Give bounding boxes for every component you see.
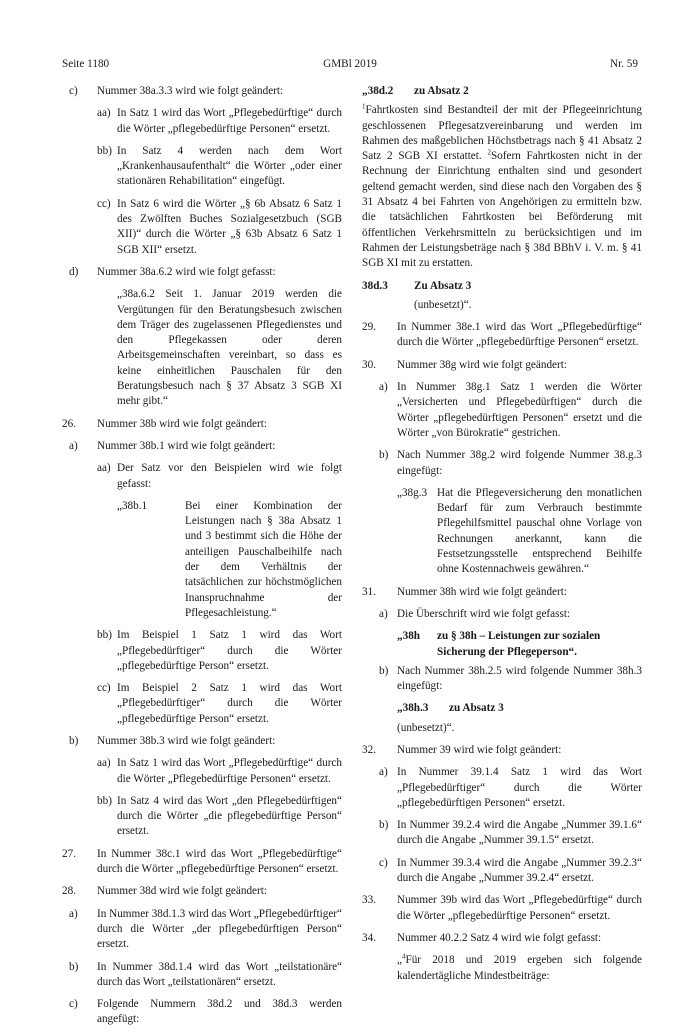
item-label: b) [69,960,79,973]
quote-text: Hat die Pflegeversicherung den monatlichen Bedarf für zum Verbrauch bestimmte Pflegehilfsmittel pauschal ohne Vorlage von Rechnungen anerkannt, kann die Festsetzungsstelle entsprechend Beihilfe ohne Kostennachweis gewähren.“ [437,486,642,576]
item-text: In Nummer 38c.1 wird das Wort „Pflegebedürftige“ durch die Wörter „pflegebedürftige Personen“ ersetzt. [97,847,342,876]
item-30b [362,448,642,479]
item-26a-cc [62,681,342,727]
item-label: 34. [362,931,376,944]
quote-38b-1 [117,499,342,621]
item-text: Die Überschrift wird wie folgt gefasst: [397,607,571,620]
sentence-text: Fahrtkosten sind Bestandteil der mit der Pflegeeinrichtung geschlossenen Pflegesatzvereinbarung und werden im Rahmen des maßgeblichen Höchstbetrags nach § 41 Absatz 2 Satz 2 SGB XI erstattet. [362,104,642,163]
quote-38a-6-2: „38a.6.2 Seit 1. Januar 2019 werden die Vergütungen für den Beratungsbesuch zwischen dem Träger des zugelassenen Pflegedienstes und den Pflegekassen oder deren Arbeitsgemeinschaften vereinbart, so dass es keine einheitlichen Pauschalen für den Beratungsbesuch nach § 37 Absatz 3 SGB XI mehr gibt.“ [117,288,342,408]
item-text: In Nummer 39.1.4 Satz 1 wird das Wort „Pflegebedürftiger“ durch die Wörter „pflegebedürftigen Personen“ ersetzt. [397,766,642,809]
item-label: b) [379,819,389,832]
item-28c [62,997,342,1028]
sentence-number: 1 [362,102,366,111]
item-28a [62,907,342,953]
item-text: In Nummer 38d.1.4 wird das Wort „teilstationäre“ durch das Wort „teilstationären“ ersetzt. [97,960,342,988]
item-text: In Satz 6 wird die Wörter „§ 6b Absatz 6 Satz 1 des Zwölften Buches Sozialgesetzbuch (SGB XII)“ durch die Wörter „§ 63b Absatz 6 Satz 1 SGB XII“ ersetzt. [117,197,342,256]
item-label: bb) [97,794,112,807]
item-label: cc) [97,682,111,695]
left-column [62,84,342,1035]
item-label: a) [69,907,78,920]
item-label: bb) [97,629,112,642]
item-text: In Nummer 38e.1 wird das Wort „Pflegebedürftige“ durch die Wörter „pflegebedürftige Personen“ ersetzt. [397,321,642,349]
item-label: 31. [362,585,376,598]
item-label: 28. [62,885,76,898]
item-label: 30. [362,358,376,371]
item-text: Nummer 38b.1 wird wie folgt geändert: [97,439,276,452]
item-text: In Nummer 38d.1.3 wird das Wort „Pflegebedürftiger“ durch die Wörter „der pflegebedürftigen Person“ ersetzt. [97,907,342,951]
item-d [62,265,342,280]
section-number: „38h [397,630,421,643]
issue-number: Nr. 59 [610,58,638,70]
item-label: aa) [97,107,111,120]
item-label: 33. [362,894,376,907]
paragraph-38h-3: (unbesetzt)“. [397,721,455,734]
item-text: Nummer 38a.3.3 wird wie folgt geändert: [97,85,284,97]
item-label: a) [379,607,388,620]
item-30a [362,380,642,441]
item-text: Der Satz vor den Beispielen wird wie folgt gefasst: [117,462,342,490]
item-32 [362,743,642,758]
item-text: Nummer 38b.3 wird wie folgt geändert: [97,734,276,747]
item-label: d) [69,265,79,278]
item-label: a) [379,766,388,779]
item-26b-aa [62,756,342,787]
item-26b-bb [62,794,342,840]
item-text: In Satz 4 wird das Wort „den Pflegebedürftigen“ durch die Wörter „die pflegebedürftige Person“ ersetzt. [117,794,342,838]
section-heading-38d-3 [362,279,642,294]
item-text: Nummer 38b wird wie folgt geändert: [97,417,267,430]
item-label: 29. [362,321,376,334]
item-label: 26. [62,417,76,430]
section-title: zu Absatz 2 [414,85,469,97]
item-text: In Nummer 38g.1 Satz 1 werden die Wörter „Versicherten und Pflegebedürftigen“ durch die Wörter „pflegebedürftigen Personen“ ersetzt und die Wörter „von Bürokratie“ gestrichen. [397,381,642,439]
item-label: 32. [362,743,376,756]
item-26a-aa [62,461,342,492]
page-number: Seite 1180 [62,58,110,70]
right-column [362,84,642,991]
item-26a-bb [62,628,342,674]
item-32a [362,765,642,811]
item-text: Nummer 38h wird wie folgt geändert: [397,585,567,598]
item-27 [62,847,342,878]
item-34 [362,931,642,946]
publication-title: GMBl 2019 [323,58,377,70]
quote-text: Bei einer Kombination der Leistungen nach § 38a Absatz 1 und 3 bestimmt sich die Höhe der anteiligen Pauschalbeihilfe nach der dem Verhältnis der tatsächlichen zur höchstmöglichen Inanspruchnahme der Pflegesachleistung.“ [185,499,342,619]
section-number: „38d.2 [362,85,394,97]
item-28 [62,884,342,899]
sentence-number: 2 [487,148,491,157]
item-text: In Nummer 39.3.4 wird die Angabe „Nummer 39.2.3“ durch die Angabe „Nummer 39.2.4“ ersetzt. [397,856,642,885]
item-label: a) [379,381,388,394]
item-text: Nummer 38g wird wie folgt geändert: [397,358,567,371]
paragraph-38d-2 [362,103,642,271]
item-text: Nummer 39 wird wie folgt geändert: [397,743,562,756]
sentence-number: 4 [401,952,406,961]
item-text: In Satz 4 werden nach dem Wort „Krankenhausaufenthalt“ die Wörter „oder einer stationären Rehabilitation“ eingefügt. [117,144,342,188]
item-30 [362,358,642,373]
item-text: Im Beispiel 2 Satz 1 wird das Wort „Pflegebedürftiger“ durch die Wörter „pflegebedürftige Person“ ersetzt. [117,682,342,725]
item-26b [62,734,342,749]
item-text: Im Beispiel 1 Satz 1 wird das Wort „Pflegebedürftiger“ durch die Wörter „pflegebedürftige Person“ ersetzt. [117,629,342,672]
item-text: Nummer 39b wird das Wort „Pflegebedürftige“ durch die Wörter „pflegebedürftige Personen“ ersetzt. [397,894,642,922]
item-31a [362,607,642,622]
item-c-cc [62,197,342,258]
section-heading-38d-2 [362,84,642,99]
item-32b [362,818,642,849]
item-c [62,84,342,99]
item-31 [362,585,642,600]
item-label: aa) [97,462,111,475]
quote-text: Für 2018 und 2019 ergeben sich folgende kalendertägliche Mindestbeiträge: [397,954,642,982]
section-title: Zu Absatz 3 [414,279,472,292]
item-label: c) [69,85,78,97]
section-number: „38h.3 [397,702,429,715]
section-title: zu Absatz 3 [449,702,504,715]
item-text: Folgende Nummern 38d.2 und 38d.3 werden angefügt: [97,998,342,1026]
item-31b [362,664,642,695]
paragraph-38d-3: (unbesetzt)“. [414,298,472,311]
item-label: aa) [97,757,111,770]
item-text: In Satz 1 wird das Wort „Pflegebedürftige“ durch die Wörter „Pflegebedürftige Personen“ ersetzt. [117,757,342,785]
item-text: In Nummer 39.2.4 wird die Angabe „Nummer 39.1.6“ durch die Angabe „Nummer 39.1.5“ ersetzt. [397,819,642,847]
item-c-bb [62,144,342,190]
item-text: In Satz 1 wird das Wort „Pflegebedürftige“ durch die Wörter „pflegebedürftige Personen“ ersetzt. [117,107,342,135]
item-text: Nach Nummer 38g.2 wird folgende Nummer 38.g.3 eingefügt: [397,449,642,477]
section-number: 38d.3 [362,279,388,292]
item-label: c) [379,856,388,869]
item-33 [362,893,642,924]
item-label: bb) [97,144,112,157]
item-text: Nummer 40.2.2 Satz 4 wird wie folgt gefasst: [397,931,602,944]
item-label: b) [379,449,389,462]
item-29 [362,320,642,351]
item-text: Nach Nummer 38h.2.5 wird folgende Nummer 38h.3 eingefügt: [397,664,642,693]
quote-38g-3 [397,486,642,578]
item-label: c) [69,998,78,1011]
item-label: cc) [97,197,111,210]
item-28b [62,960,342,991]
quote-40-2-2 [362,953,642,984]
item-26 [62,417,342,432]
item-text: Nummer 38a.6.2 wird wie folgt gefasst: [97,265,276,278]
item-label: 27. [62,847,76,860]
item-label: a) [69,439,78,452]
quote-heading-38h-3 [397,701,642,716]
section-title: zu § 38h – Leistungen zur sozialen Sicherung der Pflegeperson“. [437,630,601,658]
quote-number: „38g.3 [397,486,428,499]
quote-heading-38h [397,629,642,660]
item-c-aa [62,106,342,137]
item-label: b) [69,734,79,747]
quote-open: „ [397,954,402,967]
item-32c [362,856,642,887]
item-text: Nummer 38d wird wie folgt geändert: [97,885,267,898]
item-label: b) [379,664,389,677]
quote-number: „38b.1 [117,499,148,512]
sentence-text: Sofern Fahrtkosten nicht in der Rechnung der Einrichtung enthalten sind und gesondert geltend gemacht werden, sind diese nach den Vorgaben des § 31 Absatz 4 bei Fahrten von Angehörigen zu ermitteln bzw. die tatsächlichen Fahrtkosten bei Beförderung mit öffentlichen Verkehrsmitteln zu berücksichtigen und im Rahmen der Leistungsbeträge nach § 38d BBhV i. V. m. § 41 SGB XI mit zu erstatten. [362,150,642,270]
item-26a [62,439,342,454]
